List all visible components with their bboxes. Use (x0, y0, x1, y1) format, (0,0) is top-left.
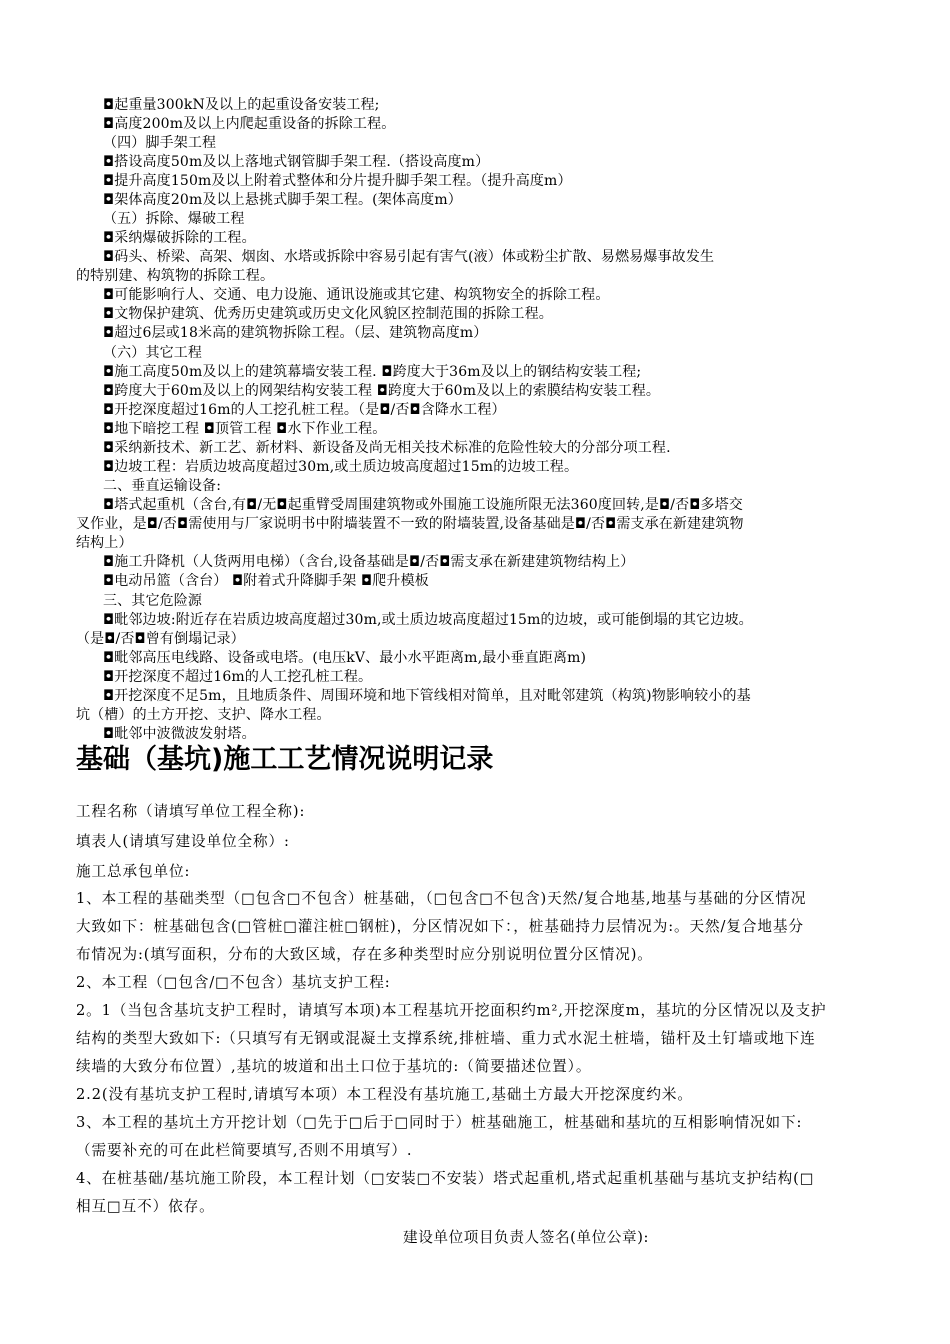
hazard-item: ◘架体高度20m及以上悬挑式脚手架工程。(架体高度m） (103, 192, 462, 208)
subsection-heading: （五）拆除、爆破工程 (103, 211, 245, 227)
subsection-heading: （六）其它工程 (103, 345, 203, 361)
record-title: 基础（基坑)施工工艺情况说明记录 (76, 744, 494, 775)
hazard-item: ◘可能影响行人、交通、电力设施、通讯设施或其它建、构筑物安全的拆除工程。 (103, 287, 610, 303)
subsection-heading: （四）脚手架工程 (103, 135, 217, 151)
signature-line: 建设单位项目负责人签名(单位公章): (403, 1229, 650, 1246)
hazard-item: ◘提升高度150m及以上附着式整体和分片提升脚手架工程。（提升高度m） (103, 173, 572, 189)
section-heading: 二、垂直运输设备: (103, 478, 222, 494)
contractor-field: 施工总承包单位: (76, 863, 191, 880)
hazard-item-continued: 的特别建、构筑物的拆除工程。 (76, 268, 275, 284)
hazard-item: ◘高度200m及以上内爬起重设备的拆除工程。 (103, 116, 396, 132)
paragraph-line: 2。1（当包含基坑支护工程时，请填写本项)本工程基坑开挖面积约m²,开挖深度m，基坑的分区情况以及支护 (76, 1002, 827, 1019)
paragraph-line: 续墙的大致分布位置）,基坑的坡道和出土口位于基坑的:（简要描述位置）。 (76, 1058, 592, 1075)
hazard-item: ◘毗邻高压电线路、设备或电塔。(电压kV、最小水平距离m,最小垂直距离m) (103, 650, 587, 666)
paragraph-line: 4、在桩基础/基坑施工阶段，本工程计划（□安装□不安装）塔式起重机,塔式起重机基础与基坑支护结构(□ (76, 1170, 815, 1187)
paragraph-line: （需要补充的可在此栏简要填写,否则不用填写）. (76, 1142, 413, 1159)
hazard-item: ◘开挖深度不足5m，且地质条件、周围环境和地下管线相对简单，且对毗邻建筑（构筑)物影响较小的基 (103, 688, 751, 704)
paragraph-line: 结构的类型大致如下:（只填写有无钢或混凝土支撑系统,排桩墙、重力式水泥土桩墙，锚杆及土钉墙或地下连 (76, 1030, 816, 1047)
hazard-item: ◘边坡工程：岩质边坡高度超过30m,或土质边坡高度超过15m的边坡工程。 (103, 459, 579, 475)
hazard-item: ◘采纳新技术、新工艺、新材料、新设备及尚无相关技术标准的危险性较大的分部分项工程. (103, 440, 671, 456)
hazard-item: ◘开挖深度不超过16m的人工挖孔桩工程。 (103, 669, 373, 685)
hazard-item: ◘地下暗挖工程 ◘顶管工程 ◘水下作业工程。 (103, 421, 387, 437)
hazard-item: ◘电动吊篮（含台） ◘附着式升降脚手架 ◘爬升模板 (103, 573, 429, 589)
paragraph-line: 1、本工程的基础类型（□包含□不包含）桩基础，（□包含□不包含)天然/复合地基,地基与基础的分区情况 (76, 890, 807, 907)
hazard-item: ◘超过6层或18米高的建筑物拆除工程。（层、建筑物高度m） (103, 325, 488, 341)
hazard-item: ◘塔式起重机（含台,有◘/无◘起重臂受周围建筑物或外围施工设施所限无法360度回转,是◘/否◘多塔交 (103, 497, 743, 513)
hazard-item-continued: 坑（槽）的土方开挖、支护、降水工程。 (76, 707, 331, 723)
paragraph-line: 3、本工程的基坑土方开挖计划（□先于□后于□同时于）桩基础施工，桩基础和基坑的互相影响情况如下: (76, 1114, 803, 1131)
hazard-item: ◘采纳爆破拆除的工程。 (103, 230, 256, 246)
hazard-item: ◘码头、桥梁、高架、烟囱、水塔或拆除中容易引起有害气(液）体或粉尘扩散、易燃易爆事故发生 (103, 249, 715, 265)
paragraph-line: 布情况为:(填写面积，分布的大致区域，存在多种类型时应分别说明位置分区情况)。 (76, 946, 653, 963)
hazard-item-continued: 叉作业，是◘/否◘需使用与厂家说明书中附墙装置不一致的附墙装置,设备基础是◘/否◘需支承在新建建筑物 (76, 516, 744, 532)
hazard-item: ◘施工升降机（人货两用电梯）（含台,设备基础是◘/否◘需支承在新建建筑物结构上） (103, 554, 635, 570)
hazard-item: ◘起重量300kN及以上的起重设备安装工程; (103, 97, 380, 113)
hazard-item-continued: 结构上） (76, 535, 133, 551)
project-name-field: 工程名称（请填写单位工程全称): (76, 803, 306, 820)
section-heading: 三、其它危险源 (103, 593, 203, 609)
hazard-item: ◘文物保护建筑、优秀历史建筑或历史文化风貌区控制范围的拆除工程。 (103, 306, 553, 322)
hazard-item-continued: （是◘/否◘曾有倒塌记录） (76, 631, 245, 647)
hazard-item: ◘跨度大于60m及以上的网架结构安装工程 ◘跨度大于60m及以上的索膜结构安装工程。 (103, 383, 661, 399)
hazard-item: ◘搭设高度50m及以上落地式钢管脚手架工程.（搭设高度m） (103, 154, 490, 170)
hazard-item: ◘开挖深度超过16m的人工挖孔桩工程。（是◘/否◘含降水工程） (103, 402, 506, 418)
hazard-item: ◘毗邻中波微波发射塔。 (103, 726, 256, 742)
paragraph-line: 相互□互不）依存。 (76, 1198, 215, 1215)
hazard-item: ◘毗邻边坡:附近存在岩质边坡高度超过30m,或土质边坡高度超过15m的边坡，或可能倒塌的其它边坡。 (103, 612, 753, 628)
hazard-item: ◘施工高度50m及以上的建筑幕墙安装工程. ◘跨度大于36m及以上的钢结构安装工程; (103, 364, 642, 380)
filler-field: 填表人(请填写建设单位全称）: (76, 833, 290, 850)
paragraph-line: 大致如下：桩基础包含(□管桩□灌注桩□钢桩)，分区情况如下：，桩基础持力层情况为:。天然/复合地基分 (76, 918, 804, 935)
paragraph-line: 2.2(没有基坑支护工程时,请填写本项）本工程没有基坑施工,基础土方最大开挖深度约米。 (76, 1086, 693, 1103)
paragraph-line: 2、本工程（□包含/□不包含）基坑支护工程: (76, 974, 391, 991)
